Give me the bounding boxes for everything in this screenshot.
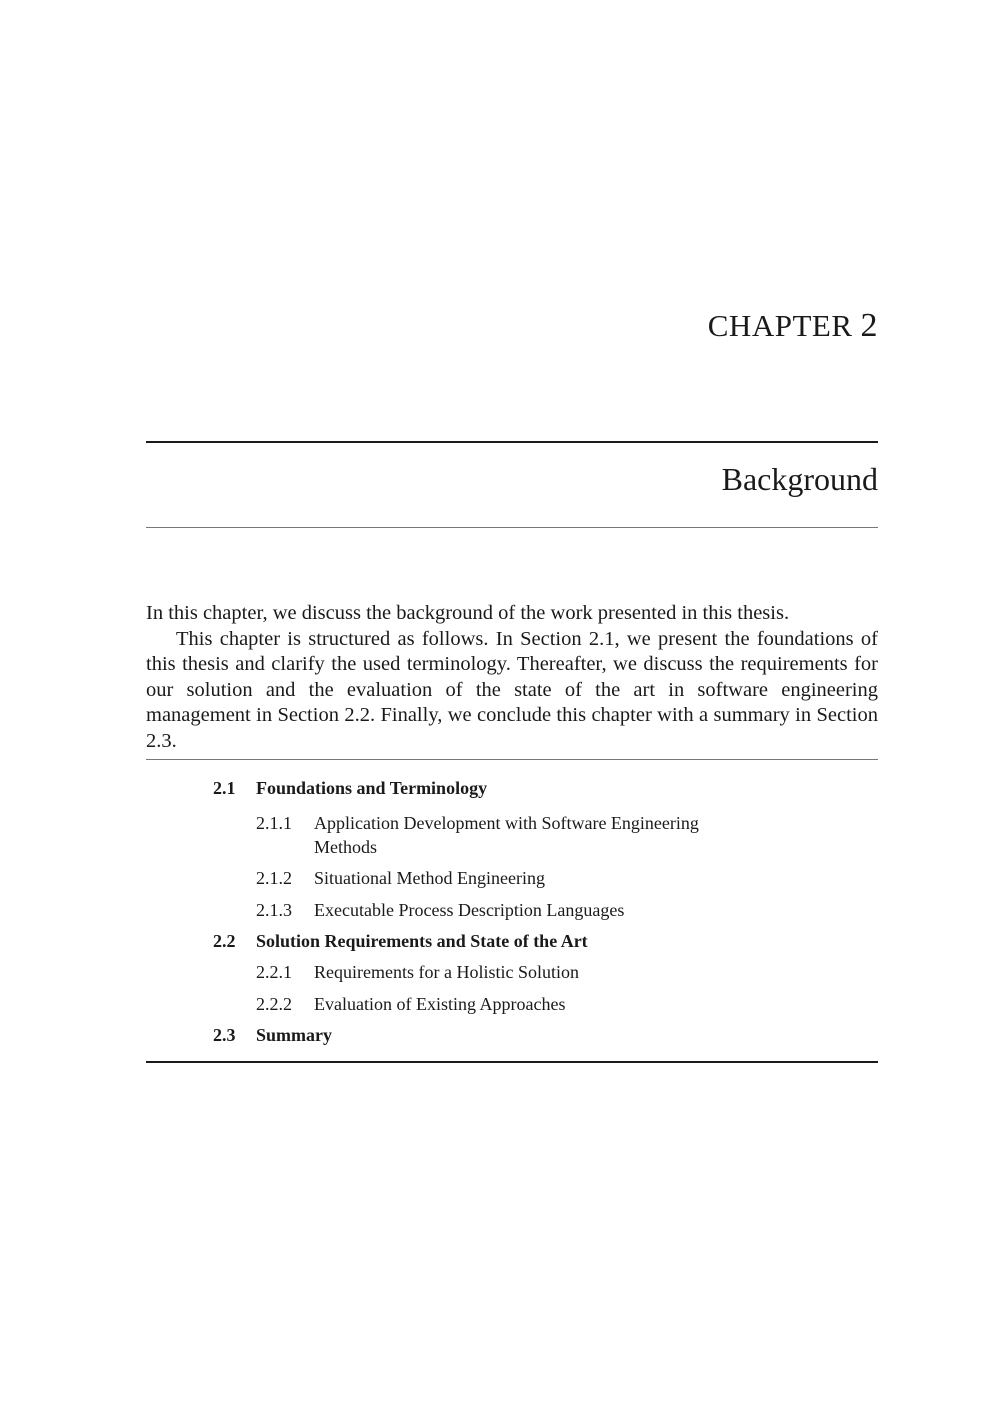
toc-number: 2.2.1 xyxy=(256,962,292,982)
toc-number: 2.1 xyxy=(213,778,236,798)
toc-bottom-rule xyxy=(146,1061,878,1063)
toc-title[interactable]: Foundations and Terminology xyxy=(256,778,488,798)
toc-title[interactable]: Evaluation of Existing Approaches xyxy=(314,994,566,1014)
chapter-number: 2 xyxy=(860,307,878,344)
toc-top-rule xyxy=(146,759,878,760)
toc-number: 2.2 xyxy=(213,931,236,951)
toc-title[interactable]: Solution Requirements and State of the Art xyxy=(256,931,588,951)
toc-title[interactable]: Summary xyxy=(256,1025,332,1045)
chapter-label-text: CHAPTER xyxy=(707,308,853,343)
toc-title[interactable]: Application Development with Software Engineering Methods xyxy=(314,813,699,857)
toc-title[interactable]: Situational Method Engineering xyxy=(314,868,545,888)
chapter-label xyxy=(708,306,878,346)
top-rule xyxy=(146,441,878,443)
toc-number: 2.1.1 xyxy=(256,813,292,833)
title-rule xyxy=(146,527,878,528)
chapter-title: Background xyxy=(721,461,878,497)
intro-paragraph: In this chapter, we discuss the background of the work presented in this thesis. xyxy=(146,602,790,624)
intro-text xyxy=(146,601,878,755)
toc-title[interactable]: Executable Process Description Languages xyxy=(314,900,625,920)
toc-number: 2.1.3 xyxy=(256,900,292,920)
toc-number: 2.3 xyxy=(213,1025,236,1045)
toc-number: 2.1.2 xyxy=(256,868,292,888)
toc-number: 2.2.2 xyxy=(256,994,292,1014)
toc-title[interactable]: Requirements for a Holistic Solution xyxy=(314,962,579,982)
intro-paragraph: This chapter is structured as follows. In Section 2.1, we present the foundations of this thesis and clarify the used terminology. Thereafter, we discuss the requirements for our solution and the evaluation of the state of the art in software engineering management in Section 2.2. Finally, we conclude this chapter with a summary in Section 2.3. xyxy=(146,627,878,752)
